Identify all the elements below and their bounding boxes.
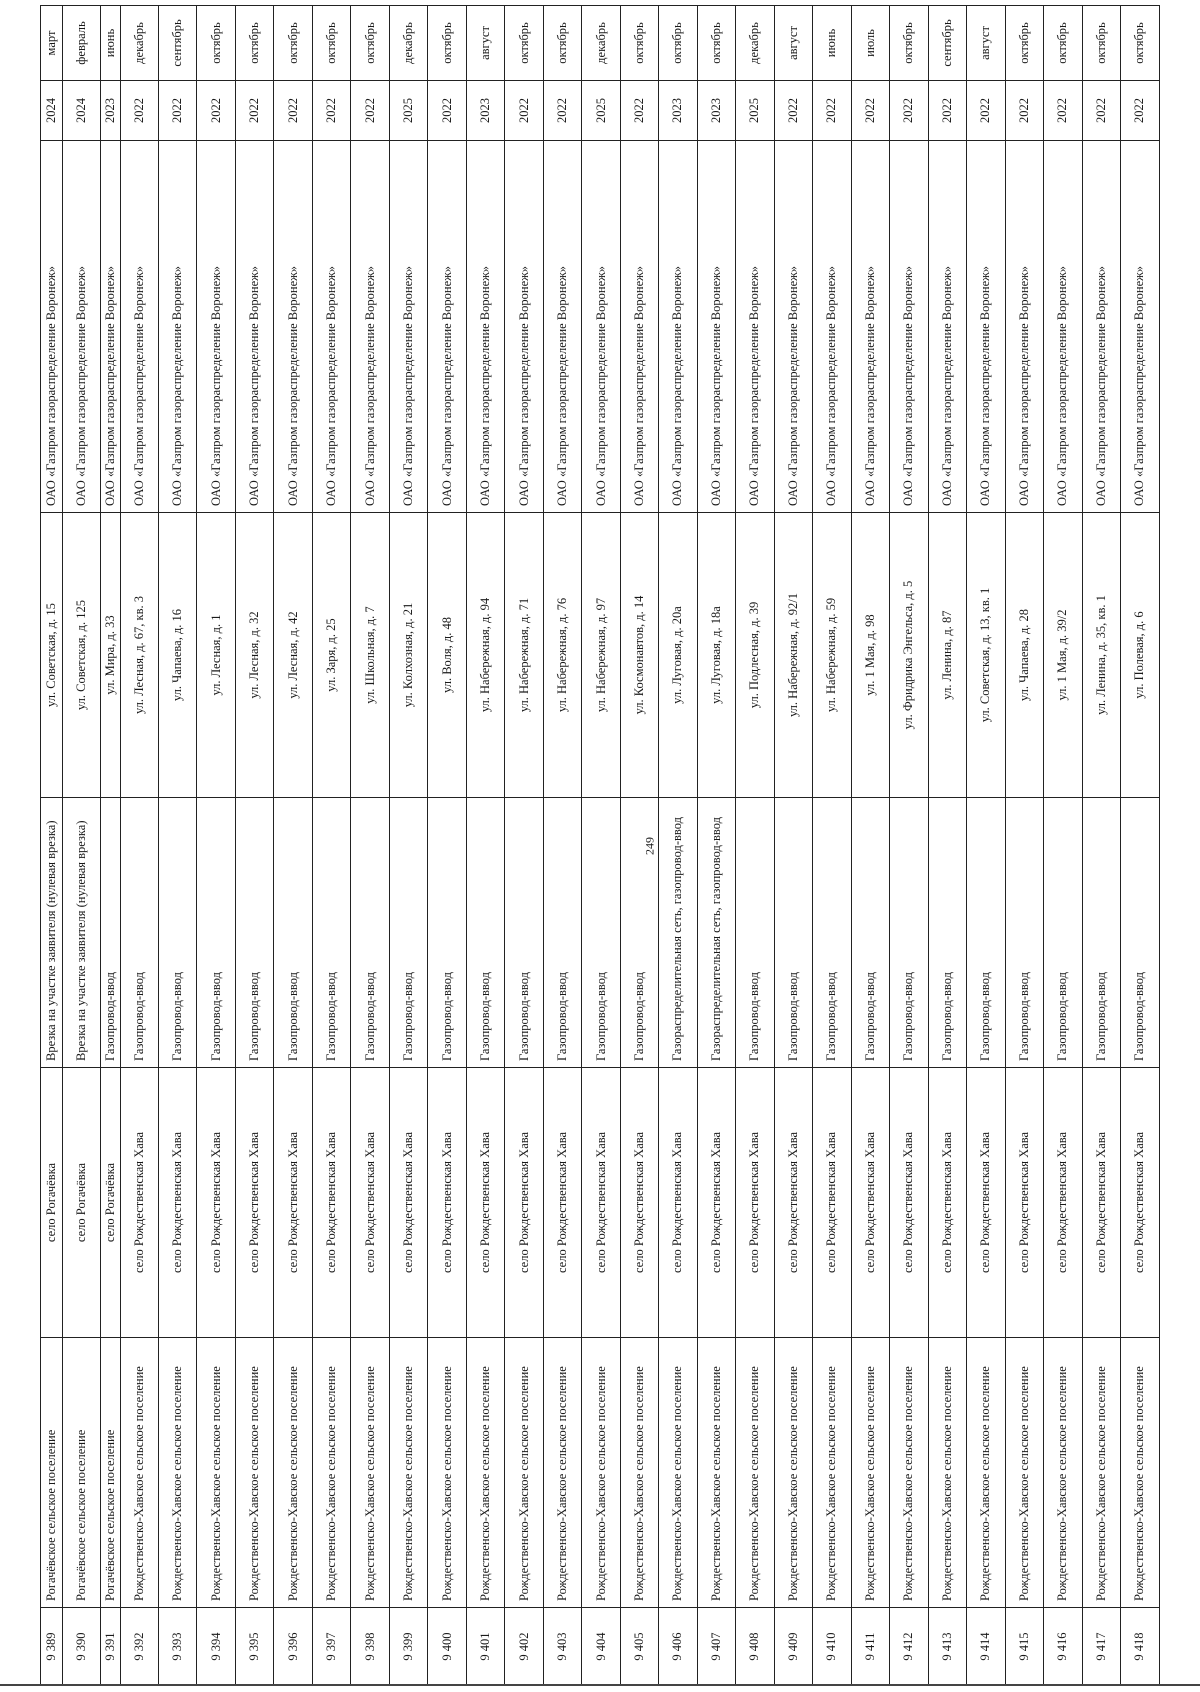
cell-month: октябрь	[659, 6, 697, 81]
cell-locality: село Рождественская Хава	[928, 1068, 966, 1338]
cell-settlement: Рождественско-Хавское сельское поселение	[774, 1338, 812, 1608]
cell-object: Газопровод-ввод	[389, 798, 427, 1068]
cell-locality: село Рождественская Хава	[1044, 1068, 1082, 1338]
cell-year: 2022	[1005, 81, 1043, 141]
cell-address: ул. 1 Мая, д. 98	[851, 513, 889, 798]
cell-number: 9 415	[1005, 1608, 1043, 1686]
cell-month: октябрь	[1082, 6, 1120, 81]
cell-number: 9 418	[1121, 1608, 1160, 1686]
cell-year: 2022	[774, 81, 812, 141]
cell-object: Газопровод-ввод	[620, 798, 658, 1068]
cell-settlement: Рождественско-Хавское сельское поселение	[890, 1338, 928, 1608]
cell-operator: ОАО «Газпром газораспределение Воронеж»	[62, 141, 100, 513]
cell-year: 2022	[851, 81, 889, 141]
cell-year: 2022	[967, 81, 1005, 141]
cell-object: Газопровод-ввод	[928, 798, 966, 1068]
cell-locality: село Рождественская Хава	[351, 1068, 389, 1338]
cell-month: март	[41, 6, 63, 81]
cell-year: 2023	[659, 81, 697, 141]
cell-settlement: Рождественско-Хавское сельское поселение	[543, 1338, 581, 1608]
cell-object: Газопровод-ввод	[274, 798, 312, 1068]
table-row	[159, 6, 197, 1686]
cell-year: 2022	[1044, 81, 1082, 141]
cell-month: октябрь	[274, 6, 312, 81]
cell-address: ул. Мира, д. 33	[101, 513, 120, 798]
cell-operator: ОАО «Газпром газораспределение Воронеж»	[582, 141, 620, 513]
cell-object: Газопровод-ввод	[813, 798, 851, 1068]
cell-month: октябрь	[235, 6, 273, 81]
table-row	[1044, 6, 1082, 1686]
cell-operator: ОАО «Газпром газораспределение Воронеж»	[620, 141, 658, 513]
cell-object: Газопровод-ввод	[159, 798, 197, 1068]
cell-locality: село Рождественская Хава	[736, 1068, 774, 1338]
cell-month: октябрь	[505, 6, 543, 81]
cell-month: июнь	[813, 6, 851, 81]
table-row	[505, 6, 543, 1686]
cell-number: 9 403	[543, 1608, 581, 1686]
cell-address: ул. Фридрика Энгельса, д. 5	[890, 513, 928, 798]
cell-settlement: Рождественско-Хавское сельское поселение	[351, 1338, 389, 1608]
cell-locality: село Рождественская Хава	[1082, 1068, 1120, 1338]
cell-settlement: Рождественско-Хавское сельское поселение	[505, 1338, 543, 1608]
gasification-table-wrapper	[40, 6, 1160, 1686]
cell-object: Газопровод-ввод	[120, 798, 158, 1068]
cell-object: Газопровод-ввод	[351, 798, 389, 1068]
cell-locality: село Рождественская Хава	[197, 1068, 235, 1338]
cell-settlement: Рождественско-Хавское сельское поселение	[659, 1338, 697, 1608]
cell-operator: ОАО «Газпром газораспределение Воронеж»	[428, 141, 466, 513]
table-row	[1005, 6, 1043, 1686]
cell-number: 9 405	[620, 1608, 658, 1686]
cell-object: Газопровод-ввод	[543, 798, 581, 1068]
table-row	[1082, 6, 1120, 1686]
table-row	[543, 6, 581, 1686]
cell-settlement: Рождественско-Хавское сельское поселение	[1082, 1338, 1120, 1608]
table-row	[851, 6, 889, 1686]
cell-settlement: Рождественско-Хавское сельское поселение	[274, 1338, 312, 1608]
table-row	[428, 6, 466, 1686]
cell-number: 9 408	[736, 1608, 774, 1686]
cell-object: Газопровод-ввод	[101, 798, 120, 1068]
cell-month: февраль	[62, 6, 100, 81]
cell-number: 9 389	[41, 1608, 63, 1686]
cell-operator: ОАО «Газпром газораспределение Воронеж»	[890, 141, 928, 513]
cell-number: 9 402	[505, 1608, 543, 1686]
cell-month: июль	[851, 6, 889, 81]
table-row	[890, 6, 928, 1686]
cell-locality: село Рождественская Хава	[159, 1068, 197, 1338]
cell-number: 9 404	[582, 1608, 620, 1686]
cell-address: ул. Набережная, д. 94	[466, 513, 504, 798]
cell-address: ул. Заря, д. 25	[312, 513, 350, 798]
cell-operator: ОАО «Газпром газораспределение Воронеж»	[41, 141, 63, 513]
cell-number: 9 397	[312, 1608, 350, 1686]
table-row	[389, 6, 427, 1686]
cell-number: 9 409	[774, 1608, 812, 1686]
cell-year: 2022	[1121, 81, 1160, 141]
cell-month: декабрь	[389, 6, 427, 81]
cell-number: 9 417	[1082, 1608, 1120, 1686]
cell-year: 2022	[428, 81, 466, 141]
cell-settlement: Рождественско-Хавское сельское поселение	[697, 1338, 735, 1608]
cell-address: ул. Набережная, д. 59	[813, 513, 851, 798]
cell-month: декабрь	[120, 6, 158, 81]
cell-year: 2022	[620, 81, 658, 141]
cell-address: ул. Советская, д. 125	[62, 513, 100, 798]
cell-settlement: Рождественско-Хавское сельское поселение	[813, 1338, 851, 1608]
cell-year: 2022	[197, 81, 235, 141]
cell-object: Газопровод-ввод	[736, 798, 774, 1068]
cell-month: сентябрь	[159, 6, 197, 81]
cell-month: октябрь	[351, 6, 389, 81]
cell-number: 9 414	[967, 1608, 1005, 1686]
cell-address: ул. Подлесная, д. 39	[736, 513, 774, 798]
cell-settlement: Рождественско-Хавское сельское поселение	[120, 1338, 158, 1608]
cell-settlement: Рождественско-Хавское сельское поселение	[620, 1338, 658, 1608]
cell-settlement: Рождественско-Хавское сельское поселение	[312, 1338, 350, 1608]
cell-month: октябрь	[620, 6, 658, 81]
cell-month: октябрь	[197, 6, 235, 81]
cell-operator: ОАО «Газпром газораспределение Воронеж»	[159, 141, 197, 513]
cell-operator: ОАО «Газпром газораспределение Воронеж»	[697, 141, 735, 513]
cell-object: Газопровод-ввод	[235, 798, 273, 1068]
table-row	[928, 6, 966, 1686]
cell-operator: ОАО «Газпром газораспределение Воронеж»	[466, 141, 504, 513]
table-row	[697, 6, 735, 1686]
cell-address: ул. Чапаева, д. 16	[159, 513, 197, 798]
cell-address: ул. Набережная, д. 97	[582, 513, 620, 798]
cell-month: август	[466, 6, 504, 81]
cell-operator: ОАО «Газпром газораспределение Воронеж»	[101, 141, 120, 513]
table-row	[351, 6, 389, 1686]
cell-operator: ОАО «Газпром газораспределение Воронеж»	[197, 141, 235, 513]
cell-address: ул. Полевая, д. 6	[1121, 513, 1160, 798]
cell-operator: ОАО «Газпром газораспределение Воронеж»	[1005, 141, 1043, 513]
cell-locality: село Рождественская Хава	[967, 1068, 1005, 1338]
cell-locality: село Рождественская Хава	[543, 1068, 581, 1338]
cell-locality: село Рождественская Хава	[1121, 1068, 1160, 1338]
cell-operator: ОАО «Газпром газораспределение Воронеж»	[928, 141, 966, 513]
cell-settlement: Рождественско-Хавское сельское поселение	[428, 1338, 466, 1608]
page-number: 249	[642, 837, 657, 855]
cell-month: август	[967, 6, 1005, 81]
table-row	[1121, 6, 1160, 1686]
cell-number: 9 395	[235, 1608, 273, 1686]
cell-operator: ОАО «Газпром газораспределение Воронеж»	[659, 141, 697, 513]
cell-year: 2023	[697, 81, 735, 141]
cell-locality: село Рождественская Хава	[274, 1068, 312, 1338]
table-row	[620, 6, 658, 1686]
cell-address: ул. Лесная, д. 1	[197, 513, 235, 798]
cell-number: 9 399	[389, 1608, 427, 1686]
cell-year: 2024	[41, 81, 63, 141]
table-row	[659, 6, 697, 1686]
cell-settlement: Рождественско-Хавское сельское поселение	[1005, 1338, 1043, 1608]
cell-operator: ОАО «Газпром газораспределение Воронеж»	[389, 141, 427, 513]
cell-month: октябрь	[1005, 6, 1043, 81]
cell-settlement: Рождественско-Хавское сельское поселение	[736, 1338, 774, 1608]
cell-number: 9 406	[659, 1608, 697, 1686]
cell-month: октябрь	[312, 6, 350, 81]
cell-address: ул. Советская, д. 13, кв. 1	[967, 513, 1005, 798]
cell-address: ул. Лесная, д. 42	[274, 513, 312, 798]
cell-year: 2022	[928, 81, 966, 141]
cell-month: октябрь	[543, 6, 581, 81]
cell-settlement: Рождественско-Хавское сельское поселение	[928, 1338, 966, 1608]
cell-number: 9 393	[159, 1608, 197, 1686]
cell-operator: ОАО «Газпром газораспределение Воронеж»	[235, 141, 273, 513]
cell-number: 9 412	[890, 1608, 928, 1686]
cell-settlement: Рогачёвское сельское поселение	[62, 1338, 100, 1608]
cell-locality: село Рождественская Хава	[505, 1068, 543, 1338]
cell-operator: ОАО «Газпром газораспределение Воронеж»	[312, 141, 350, 513]
cell-year: 2022	[274, 81, 312, 141]
cell-address: ул. Ленина, д. 35, кв. 1	[1082, 513, 1120, 798]
cell-month: октябрь	[428, 6, 466, 81]
cell-locality: село Рождественская Хава	[813, 1068, 851, 1338]
cell-locality: село Рождественская Хава	[120, 1068, 158, 1338]
cell-number: 9 413	[928, 1608, 966, 1686]
table-row	[466, 6, 504, 1686]
cell-locality: село Рождественская Хава	[466, 1068, 504, 1338]
cell-locality: село Рождественская Хава	[851, 1068, 889, 1338]
cell-operator: ОАО «Газпром газораспределение Воронеж»	[1044, 141, 1082, 513]
cell-year: 2022	[543, 81, 581, 141]
cell-year: 2024	[62, 81, 100, 141]
cell-number: 9 391	[101, 1608, 120, 1686]
cell-number: 9 401	[466, 1608, 504, 1686]
cell-settlement: Рогачёвское сельское поселение	[101, 1338, 120, 1608]
cell-locality: село Рождественская Хава	[697, 1068, 735, 1338]
cell-object: Газопровод-ввод	[1121, 798, 1160, 1068]
cell-address: ул. Набережная, д. 71	[505, 513, 543, 798]
cell-locality: село Рождественская Хава	[620, 1068, 658, 1338]
cell-year: 2022	[890, 81, 928, 141]
cell-address: ул. Воля, д. 48	[428, 513, 466, 798]
cell-address: ул. Лесная, д. 32	[235, 513, 273, 798]
cell-operator: ОАО «Газпром газораспределение Воронеж»	[813, 141, 851, 513]
cell-locality: село Рождественская Хава	[774, 1068, 812, 1338]
cell-month: октябрь	[1044, 6, 1082, 81]
table-row	[813, 6, 851, 1686]
gasification-table	[40, 5, 1160, 1686]
cell-operator: ОАО «Газпром газораспределение Воронеж»	[351, 141, 389, 513]
cell-address: ул. 1 Мая, д. 39/2	[1044, 513, 1082, 798]
cell-number: 9 396	[274, 1608, 312, 1686]
cell-address: ул. Ленина, д. 87	[928, 513, 966, 798]
cell-month: октябрь	[890, 6, 928, 81]
table-row	[120, 6, 158, 1686]
cell-year: 2025	[736, 81, 774, 141]
cell-year: 2023	[101, 81, 120, 141]
cell-object: Газопровод-ввод	[197, 798, 235, 1068]
cell-month: сентябрь	[928, 6, 966, 81]
cell-operator: ОАО «Газпром газораспределение Воронеж»	[774, 141, 812, 513]
cell-number: 9 416	[1044, 1608, 1082, 1686]
table-row	[736, 6, 774, 1686]
table-row	[274, 6, 312, 1686]
cell-operator: ОАО «Газпром газораспределение Воронеж»	[543, 141, 581, 513]
cell-object: Газопровод-ввод	[774, 798, 812, 1068]
cell-month: октябрь	[1121, 6, 1160, 81]
cell-object: Газопровод-ввод	[851, 798, 889, 1068]
cell-year: 2022	[505, 81, 543, 141]
cell-address: ул. Школьная, д. 7	[351, 513, 389, 798]
cell-object: Газопровод-ввод	[1005, 798, 1043, 1068]
cell-number: 9 394	[197, 1608, 235, 1686]
cell-object: Газопровод-ввод	[1082, 798, 1120, 1068]
cell-object: Газораспределительная сеть, газопровод-ввод	[697, 798, 735, 1068]
cell-number: 9 410	[813, 1608, 851, 1686]
scan-edge-line	[0, 1684, 1200, 1686]
cell-year: 2022	[159, 81, 197, 141]
cell-settlement: Рождественско-Хавское сельское поселение	[1121, 1338, 1160, 1608]
table-row	[582, 6, 620, 1686]
cell-object: Врезка на участке заявителя (нулевая врезка)	[62, 798, 100, 1068]
cell-year: 2022	[351, 81, 389, 141]
cell-locality: село Рождественская Хава	[582, 1068, 620, 1338]
cell-number: 9 400	[428, 1608, 466, 1686]
cell-year: 2022	[312, 81, 350, 141]
cell-address: ул. Лесная, д. 67, кв. 3	[120, 513, 158, 798]
table-row	[235, 6, 273, 1686]
cell-month: август	[774, 6, 812, 81]
cell-address: ул. Советская, д. 15	[41, 513, 63, 798]
table-row	[312, 6, 350, 1686]
cell-object: Газопровод-ввод	[967, 798, 1005, 1068]
cell-address: ул. Набережная, д. 92/1	[774, 513, 812, 798]
cell-settlement: Рождественско-Хавское сельское поселение	[159, 1338, 197, 1608]
cell-locality: село Рождественская Хава	[1005, 1068, 1043, 1338]
cell-operator: ОАО «Газпром газораспределение Воронеж»	[1121, 141, 1160, 513]
cell-settlement: Рождественско-Хавское сельское поселение	[466, 1338, 504, 1608]
cell-locality: село Рождественская Хава	[659, 1068, 697, 1338]
cell-operator: ОАО «Газпром газораспределение Воронеж»	[274, 141, 312, 513]
cell-operator: ОАО «Газпром газораспределение Воронеж»	[120, 141, 158, 513]
cell-settlement: Рогачёвское сельское поселение	[41, 1338, 63, 1608]
cell-operator: ОАО «Газпром газораспределение Воронеж»	[505, 141, 543, 513]
table-row	[101, 6, 120, 1686]
cell-locality: село Рождественская Хава	[312, 1068, 350, 1338]
cell-object: Врезка на участке заявителя (нулевая врезка)	[41, 798, 63, 1068]
cell-settlement: Рождественско-Хавское сельское поселение	[197, 1338, 235, 1608]
cell-settlement: Рождественско-Хавское сельское поселение	[967, 1338, 1005, 1608]
cell-month: октябрь	[697, 6, 735, 81]
cell-address: ул. Колхозная, д. 21	[389, 513, 427, 798]
cell-year: 2025	[389, 81, 427, 141]
cell-settlement: Рождественско-Хавское сельское поселение	[235, 1338, 273, 1608]
cell-number: 9 390	[62, 1608, 100, 1686]
cell-locality: село Рогачёвка	[41, 1068, 63, 1338]
cell-locality: село Рогачёвка	[62, 1068, 100, 1338]
cell-object: Газораспределительная сеть, газопровод-ввод	[659, 798, 697, 1068]
cell-settlement: Рождественско-Хавское сельское поселение	[389, 1338, 427, 1608]
cell-year: 2023	[466, 81, 504, 141]
cell-operator: ОАО «Газпром газораспределение Воронеж»	[967, 141, 1005, 513]
cell-year: 2022	[1082, 81, 1120, 141]
table-row	[62, 6, 100, 1686]
cell-address: ул. Луговая, д. 18а	[697, 513, 735, 798]
cell-object: Газопровод-ввод	[582, 798, 620, 1068]
cell-operator: ОАО «Газпром газораспределение Воронеж»	[736, 141, 774, 513]
cell-year: 2022	[235, 81, 273, 141]
cell-object: Газопровод-ввод	[1044, 798, 1082, 1068]
cell-address: ул. Луговая, д. 20а	[659, 513, 697, 798]
cell-month: декабрь	[582, 6, 620, 81]
cell-object: Газопровод-ввод	[428, 798, 466, 1068]
cell-object: Газопровод-ввод	[466, 798, 504, 1068]
cell-operator: ОАО «Газпром газораспределение Воронеж»	[851, 141, 889, 513]
cell-number: 9 411	[851, 1608, 889, 1686]
table-row	[41, 6, 63, 1686]
cell-settlement: Рождественско-Хавское сельское поселение	[582, 1338, 620, 1608]
cell-object: Газопровод-ввод	[890, 798, 928, 1068]
cell-month: декабрь	[736, 6, 774, 81]
cell-address: ул. Космонавтов, д. 14	[620, 513, 658, 798]
cell-object: Газопровод-ввод	[312, 798, 350, 1068]
cell-year: 2025	[582, 81, 620, 141]
cell-number: 9 392	[120, 1608, 158, 1686]
cell-locality: село Рождественская Хава	[389, 1068, 427, 1338]
cell-locality: село Рождественская Хава	[428, 1068, 466, 1338]
table-row	[967, 6, 1005, 1686]
cell-settlement: Рождественско-Хавское сельское поселение	[1044, 1338, 1082, 1608]
cell-year: 2022	[120, 81, 158, 141]
cell-year: 2022	[813, 81, 851, 141]
table-row	[197, 6, 235, 1686]
cell-object: Газопровод-ввод	[505, 798, 543, 1068]
cell-settlement: Рождественско-Хавское сельское поселение	[851, 1338, 889, 1608]
cell-locality: село Рождественская Хава	[890, 1068, 928, 1338]
cell-operator: ОАО «Газпром газораспределение Воронеж»	[1082, 141, 1120, 513]
cell-locality: село Рождественская Хава	[235, 1068, 273, 1338]
cell-locality: село Рогачёвка	[101, 1068, 120, 1338]
cell-number: 9 398	[351, 1608, 389, 1686]
cell-address: ул. Чапаева, д. 28	[1005, 513, 1043, 798]
table-row	[774, 6, 812, 1686]
cell-month: июнь	[101, 6, 120, 81]
cell-address: ул. Набережная, д. 76	[543, 513, 581, 798]
cell-number: 9 407	[697, 1608, 735, 1686]
